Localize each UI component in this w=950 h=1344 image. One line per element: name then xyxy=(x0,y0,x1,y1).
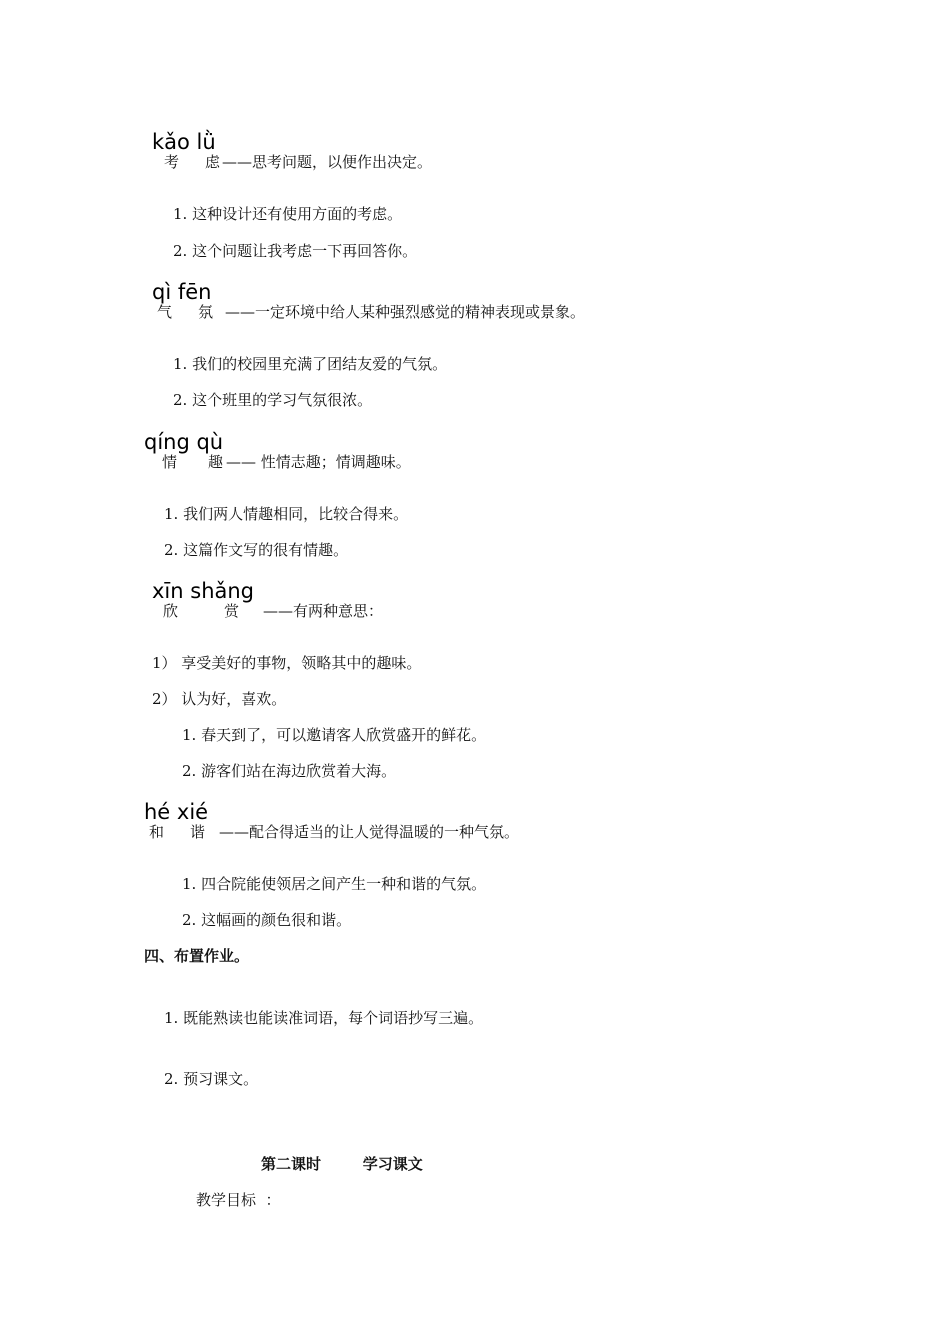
word-char-1: 和 xyxy=(149,823,165,841)
pinyin-hexie: hé xié xyxy=(144,800,209,824)
word-char-2: 趣 xyxy=(208,453,224,471)
meaning-item: 2） 认为好，喜欢。 xyxy=(152,690,287,708)
lesson-title: 第二课时 学习课文 xyxy=(261,1155,423,1173)
word-definition: ——一定环境中给人某种强烈感觉的精神表现或景象。 xyxy=(225,303,586,321)
pinyin-qifen: qì fēn xyxy=(152,280,212,304)
example-sentence: 1. 这种设计还有使用方面的考虑。 xyxy=(173,205,403,223)
word-definition: ——思考问题，以便作出决定。 xyxy=(222,153,433,171)
pinyin-qingqu: qíng qù xyxy=(144,430,224,454)
word-definition: —— 性情志趣；情调趣味。 xyxy=(226,453,411,471)
homework-item: 2. 预习课文。 xyxy=(164,1070,259,1088)
example-sentence: 1. 我们两人情趣相同，比较合得来。 xyxy=(164,505,409,523)
example-sentence: 1. 四合院能使领居之间产生一种和谐的气氛。 xyxy=(182,875,487,893)
word-definition: ——配合得适当的让人觉得温暖的一种气氛。 xyxy=(219,823,520,841)
teaching-goal-label: 教学目标 ： xyxy=(196,1191,281,1209)
word-char-2: 氛 xyxy=(198,303,214,321)
example-sentence: 2. 这个班里的学习气氛很浓。 xyxy=(173,391,373,409)
example-sentence: 2. 这幅画的颜色很和谐。 xyxy=(182,911,352,929)
example-sentence: 2. 这篇作文写的很有情趣。 xyxy=(164,541,349,559)
word-char-2: 虑 xyxy=(205,153,221,171)
homework-item: 1. 既能熟读也能读准词语，每个词语抄写三遍。 xyxy=(164,1009,484,1027)
word-definition: ——有两种意思： xyxy=(263,602,384,620)
example-sentence: 1. 我们的校园里充满了团结友爱的气氛。 xyxy=(173,355,448,373)
word-char-1: 欣 xyxy=(163,602,179,620)
word-char-1: 考 xyxy=(164,153,180,171)
word-char-2: 谐 xyxy=(190,823,206,841)
pinyin-xinshang: xīn shǎng xyxy=(152,579,255,603)
example-sentence: 1. 春天到了，可以邀请客人欣赏盛开的鲜花。 xyxy=(182,726,487,744)
pinyin-kaolu: kǎo lǜ xyxy=(152,130,216,154)
word-char-1: 情 xyxy=(162,453,178,471)
word-char-2: 赏 xyxy=(224,602,240,620)
word-char-1: 气 xyxy=(157,303,173,321)
example-sentence: 2. 这个问题让我考虑一下再回答你。 xyxy=(173,242,418,260)
example-sentence: 2. 游客们站在海边欣赏着大海。 xyxy=(182,762,397,780)
section-heading: 四、布置作业。 xyxy=(144,947,250,965)
meaning-item: 1） 享受美好的事物，领略其中的趣味。 xyxy=(152,654,422,672)
